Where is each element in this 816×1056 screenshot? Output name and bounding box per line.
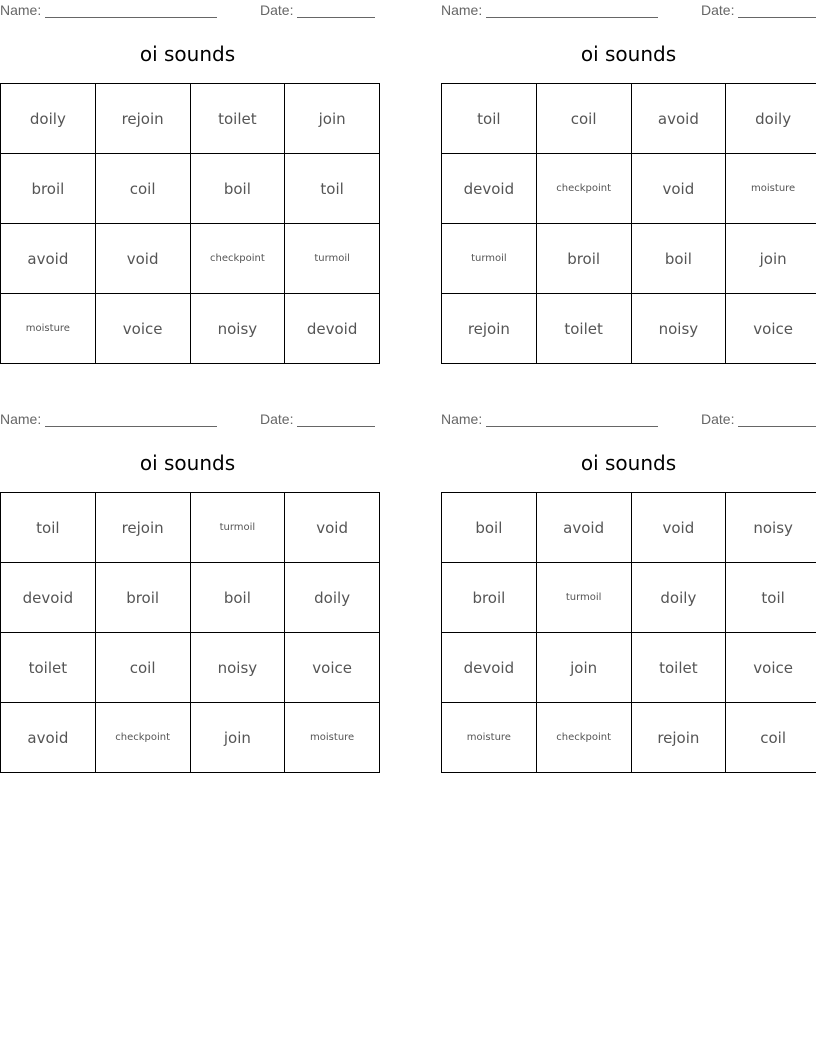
bingo-cell: broil — [95, 563, 190, 633]
bingo-cell: avoid — [1, 224, 96, 294]
bingo-cell: moisture — [1, 294, 96, 364]
bingo-cell: checkpoint — [536, 154, 631, 224]
bingo-cell: checkpoint — [536, 703, 631, 773]
bingo-cell: broil — [442, 563, 537, 633]
bingo-cell: avoid — [536, 493, 631, 563]
bingo-cell: voice — [95, 294, 190, 364]
bingo-grid — [0, 492, 380, 773]
bingo-cell: voice — [726, 633, 816, 703]
bingo-cell: toilet — [190, 84, 285, 154]
bingo-grid — [441, 83, 816, 364]
bingo-cell: doily — [1, 84, 96, 154]
bingo-cell: void — [285, 493, 380, 563]
card-title: oi sounds — [139, 451, 236, 475]
grid-row — [1, 154, 380, 224]
bingo-cell: rejoin — [95, 84, 190, 154]
card-title: oi sounds — [580, 451, 677, 475]
name-label: Name: — [441, 2, 483, 18]
bingo-cell: voice — [726, 294, 816, 364]
bingo-cell: join — [536, 633, 631, 703]
name-date-row — [0, 2, 375, 20]
bingo-cell: coil — [536, 84, 631, 154]
bingo-card — [441, 409, 816, 779]
bingo-cell: voice — [285, 633, 380, 703]
date-label: Date: — [701, 2, 735, 18]
bingo-cell: boil — [442, 493, 537, 563]
grid-row — [1, 493, 380, 563]
grid-row — [1, 633, 380, 703]
grid-row — [442, 493, 816, 563]
bingo-cell: noisy — [190, 294, 285, 364]
bingo-cell: avoid — [1, 703, 96, 773]
bingo-cell: toilet — [536, 294, 631, 364]
bingo-card — [441, 0, 816, 370]
bingo-cell: moisture — [726, 154, 816, 224]
name-date-row — [0, 411, 375, 429]
bingo-cell: checkpoint — [95, 703, 190, 773]
grid-row — [1, 224, 380, 294]
bingo-cell: moisture — [442, 703, 537, 773]
bingo-cell: void — [631, 493, 726, 563]
bingo-cell: rejoin — [95, 493, 190, 563]
bingo-cell: toil — [726, 563, 816, 633]
bingo-cell: broil — [1, 154, 96, 224]
grid-row — [442, 633, 816, 703]
name-label: Name: — [0, 411, 42, 427]
name-date-row — [441, 2, 816, 20]
bingo-cell: rejoin — [631, 703, 726, 773]
name-blank-line[interactable] — [486, 426, 658, 427]
bingo-cell: coil — [726, 703, 816, 773]
bingo-cell: void — [95, 224, 190, 294]
bingo-cell: doily — [285, 563, 380, 633]
grid-row — [1, 294, 380, 364]
bingo-cell: devoid — [1, 563, 96, 633]
bingo-cell: devoid — [442, 633, 537, 703]
bingo-cell: checkpoint — [190, 224, 285, 294]
bingo-cell: noisy — [190, 633, 285, 703]
grid-row — [1, 563, 380, 633]
date-blank-line[interactable] — [738, 17, 816, 18]
bingo-card — [0, 0, 375, 370]
bingo-cell: join — [726, 224, 816, 294]
grid-row — [442, 703, 816, 773]
bingo-cell: devoid — [442, 154, 537, 224]
bingo-cell: boil — [631, 224, 726, 294]
bingo-cell: turmoil — [442, 224, 537, 294]
bingo-cell: turmoil — [536, 563, 631, 633]
bingo-cell: coil — [95, 633, 190, 703]
bingo-cell: rejoin — [442, 294, 537, 364]
bingo-cell: turmoil — [285, 224, 380, 294]
date-label: Date: — [260, 411, 294, 427]
date-blank-line[interactable] — [297, 17, 375, 18]
bingo-cell: turmoil — [190, 493, 285, 563]
bingo-cell: void — [631, 154, 726, 224]
bingo-cell: join — [190, 703, 285, 773]
bingo-cell: toilet — [1, 633, 96, 703]
bingo-cell: broil — [536, 224, 631, 294]
card-title: oi sounds — [139, 42, 236, 66]
bingo-cell: boil — [190, 154, 285, 224]
grid-row — [442, 154, 816, 224]
bingo-cell: doily — [726, 84, 816, 154]
card-title: oi sounds — [580, 42, 677, 66]
grid-row — [442, 294, 816, 364]
bingo-cell: toil — [1, 493, 96, 563]
bingo-cell: join — [285, 84, 380, 154]
bingo-cell: moisture — [285, 703, 380, 773]
bingo-cell: toil — [442, 84, 537, 154]
bingo-cell: boil — [190, 563, 285, 633]
name-blank-line[interactable] — [486, 17, 658, 18]
bingo-cell: toilet — [631, 633, 726, 703]
name-blank-line[interactable] — [45, 17, 217, 18]
grid-row — [1, 84, 380, 154]
bingo-grid — [0, 83, 380, 364]
name-label: Name: — [0, 2, 42, 18]
name-blank-line[interactable] — [45, 426, 217, 427]
bingo-cell: doily — [631, 563, 726, 633]
bingo-cell: noisy — [631, 294, 726, 364]
bingo-cell: coil — [95, 154, 190, 224]
date-label: Date: — [260, 2, 294, 18]
name-label: Name: — [441, 411, 483, 427]
grid-row — [442, 84, 816, 154]
bingo-card — [0, 409, 375, 779]
name-date-row — [441, 411, 816, 429]
date-blank-line[interactable] — [297, 426, 375, 427]
bingo-cell: avoid — [631, 84, 726, 154]
grid-row — [442, 563, 816, 633]
date-blank-line[interactable] — [738, 426, 816, 427]
date-label: Date: — [701, 411, 735, 427]
bingo-grid — [441, 492, 816, 773]
grid-row — [442, 224, 816, 294]
bingo-cell: toil — [285, 154, 380, 224]
grid-row — [1, 703, 380, 773]
bingo-cell: devoid — [285, 294, 380, 364]
bingo-cell: noisy — [726, 493, 816, 563]
